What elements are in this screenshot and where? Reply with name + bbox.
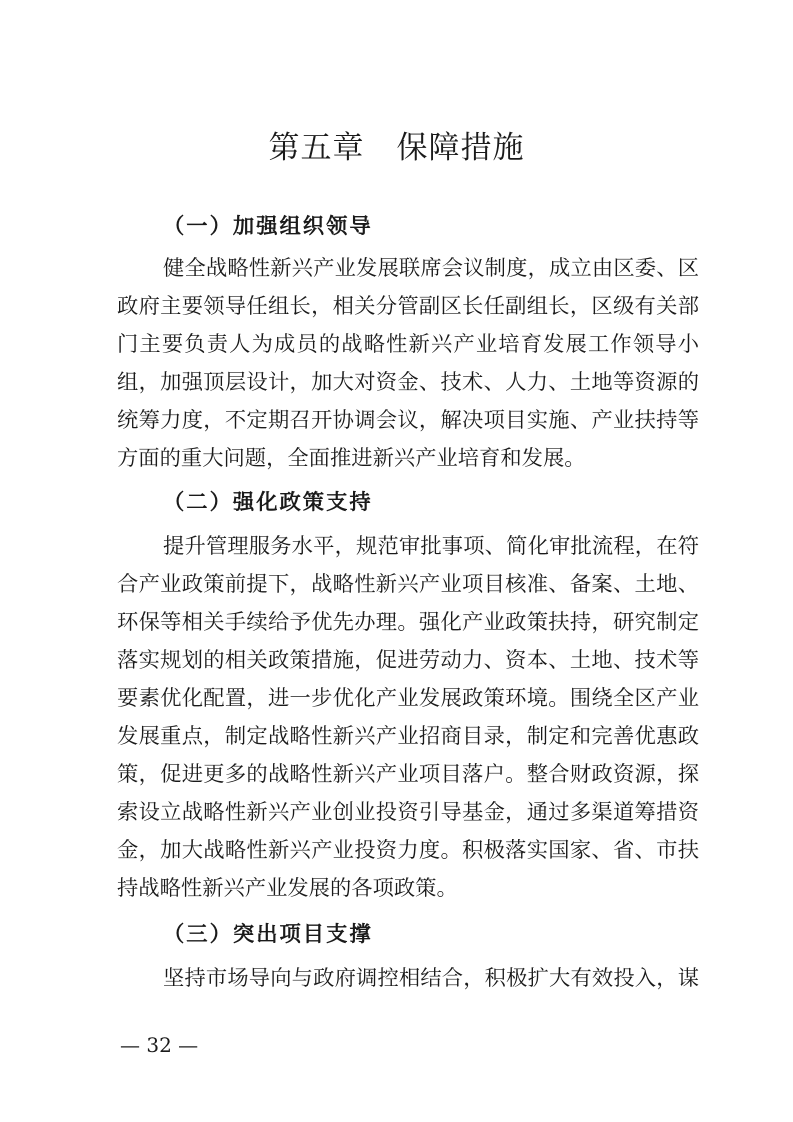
section-heading-1: （一）加强组织领导 xyxy=(163,214,373,239)
paragraph-line: 落实规划的相关政策措施，促进劳动力、资本、土地、技术等 xyxy=(117,648,699,673)
paragraph-line: 发展重点，制定战略性新兴产业招商目录，制定和完善优惠政 xyxy=(117,724,699,749)
paragraph-line: 索设立战略性新兴产业创业投资引导基金，通过多渠道筹措资 xyxy=(117,800,699,825)
paragraph-line: 策，促进更多的战略性新兴产业项目落户。整合财政资源，探 xyxy=(117,762,699,787)
paragraph-line: 政府主要领导任组长，相关分管副区长任副组长，区级有关部 xyxy=(117,294,699,319)
paragraph-line: 提升管理服务水平，规范审批事项、简化审批流程，在符 xyxy=(163,534,699,559)
paragraph-line: 健全战略性新兴产业发展联席会议制度，成立由区委、区 xyxy=(163,256,699,281)
paragraph-line: 持战略性新兴产业发展的各项政策。 xyxy=(117,876,458,901)
chapter-title: 第五章 保障措施 xyxy=(268,130,525,166)
section-heading-2: （二）强化政策支持 xyxy=(163,490,373,515)
paragraph-line: 组，加强顶层设计，加大对资金、技术、人力、土地等资源的 xyxy=(117,370,699,395)
paragraph-line: 方面的重大问题，全面推进新兴产业培育和发展。 xyxy=(117,446,586,471)
page-number: — 32 — xyxy=(120,1033,199,1057)
paragraph-line: 统筹力度，不定期召开协调会议，解决项目实施、产业扶持等 xyxy=(117,408,699,433)
paragraph-line: 门主要负责人为成员的战略性新兴产业培育发展工作领导小 xyxy=(117,332,699,357)
paragraph-line: 金，加大战略性新兴产业投资力度。积极落实国家、省、市扶 xyxy=(117,838,699,863)
paragraph-line: 环保等相关手续给予优先办理。强化产业政策扶持，研究制定 xyxy=(117,610,699,635)
paragraph-line: 坚持市场导向与政府调控相结合，积极扩大有效投入，谋 xyxy=(163,966,699,991)
section-heading-3: （三）突出项目支撑 xyxy=(163,922,373,947)
paragraph-line: 合产业政策前提下，战略性新兴产业项目核准、备案、土地、 xyxy=(117,572,699,597)
paragraph-line: 要素优化配置，进一步优化产业发展政策环境。围绕全区产业 xyxy=(117,686,699,711)
